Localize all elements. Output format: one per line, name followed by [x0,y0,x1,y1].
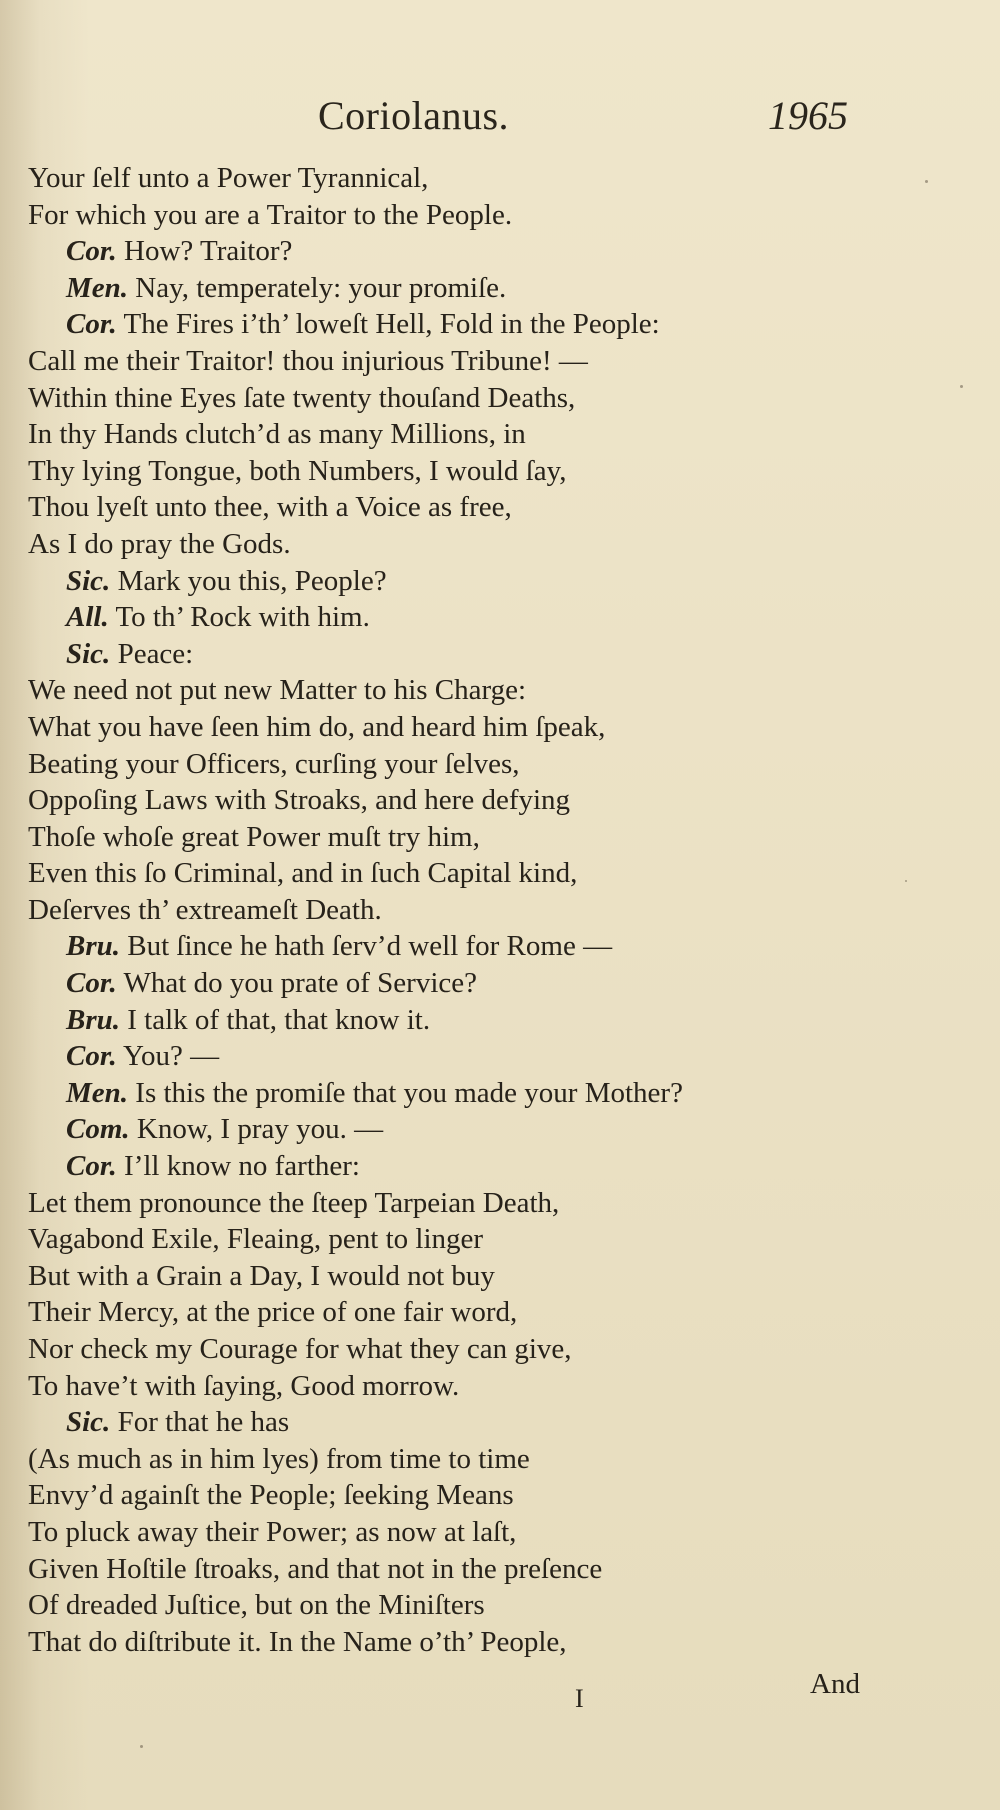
text-line [28,1148,858,1185]
line-text: Vagabond Exile, Fleaing, pent to linger [28,1223,484,1256]
speaker-label: Cor. [66,1040,117,1073]
text-line [28,270,858,307]
signature-mark: I [575,1684,584,1713]
text-line [28,1185,858,1222]
line-text: Thoſe whoſe great Power muſt try him, [28,820,480,853]
page-number: 1965 [768,93,848,138]
speaker-label: Cor. [66,1150,117,1183]
line-text: Oppoſing Laws with Stroaks, and here defying [28,784,571,817]
line-text: Peace: [117,637,194,670]
text-line [28,1331,858,1368]
line-text: Given Hoſtile ſtroaks, and that not in the preſence [28,1552,603,1585]
speaker-label: Bru. [66,930,121,963]
line-text: Know, I pray you. — [136,1113,384,1146]
line-text: Thy lying Tongue, both Numbers, I would ſay, [28,454,567,487]
line-text: Mark you this, People? [117,564,387,597]
text-line [28,855,858,892]
running-title: Coriolanus. [318,93,510,138]
text-line [28,306,858,343]
catchword: And [810,1668,860,1700]
line-text: Within thine Eyes ſate twenty thouſand Deaths, [28,381,576,414]
text-line [28,1038,858,1075]
paper-speck [925,180,928,183]
text-line [28,892,858,929]
text-line [28,819,858,856]
text-line [28,453,858,490]
text-line [28,672,858,709]
text-line [28,1587,858,1624]
play-text [28,160,858,1660]
line-text: What you have ſeen him do, and heard him ſpeak, [28,710,606,743]
speaker-label: Sic. [66,1406,111,1439]
paper-speck [960,385,963,388]
text-line [28,416,858,453]
speaker-label: Bru. [66,1003,121,1036]
text-line [28,380,858,417]
text-line [28,160,858,197]
text-line [28,526,858,563]
text-line [28,1514,858,1551]
speaker-label: Men. [66,1076,129,1109]
line-text: Beating your Officers, curſing your ſelves, [28,747,520,780]
text-line [28,1075,858,1112]
line-text: To pluck away their Power; as now at laſt, [28,1515,517,1548]
page-header [0,88,1000,148]
speaker-label: Cor. [66,308,117,341]
text-line [28,965,858,1002]
line-text: Is this the promiſe that you made your Mother? [135,1076,683,1109]
speaker-label: Cor. [66,967,117,1000]
text-line [28,1294,858,1331]
line-text: For that he has [117,1406,290,1439]
line-text: Call me their Traitor! thou injurious Tribune! — [28,344,588,377]
text-line [28,746,858,783]
line-text: I talk of that, that know it. [127,1003,431,1036]
line-text: Envy’d againſt the People; ſeeking Means [28,1479,514,1512]
line-text: I’ll know no farther: [124,1150,360,1183]
line-text: To th’ Rock with him. [115,601,370,634]
text-line [28,197,858,234]
line-text: Let them pronounce the ſteep Tarpeian Death, [28,1186,560,1219]
paper-speck [140,1745,143,1748]
text-line [28,1404,858,1441]
text-line [28,1111,858,1148]
line-text: Your ſelf unto a Power Tyrannical, [28,162,429,194]
text-line [28,1258,858,1295]
text-line [28,563,858,600]
line-text: Thou lyeſt unto thee, with a Voice as free, [28,491,512,524]
line-text: In thy Hands clutch’d as many Millions, in [28,418,526,451]
text-line [28,233,858,270]
line-text: Even this ſo Criminal, and in ſuch Capital kind, [28,857,578,890]
text-line [28,1368,858,1405]
text-line [28,928,858,965]
text-line [28,1002,858,1039]
line-text: Their Mercy, at the price of one fair word, [28,1296,518,1329]
line-text: Of dreaded Juſtice, but on the Miniſters [28,1589,485,1622]
speaker-label: Com. [66,1113,130,1146]
text-line [28,1477,858,1514]
line-text: How? Traitor? [124,235,293,268]
paper-speck [905,880,907,882]
text-line [28,709,858,746]
text-line [28,1624,858,1661]
speaker-label: Cor. [66,235,117,268]
speaker-label: Sic. [66,637,111,670]
text-line [28,1221,858,1258]
speaker-label: All. [66,601,109,634]
text-line [28,599,858,636]
line-text: (As much as in him lyes) from time to time [28,1442,530,1475]
text-line [28,782,858,819]
line-text: What do you prate of Service? [123,967,478,1000]
line-text: But with a Grain a Day, I would not buy [28,1259,495,1292]
speaker-label: Sic. [66,564,111,597]
line-text: Nor check my Courage for what they can give, [28,1333,572,1365]
text-line [28,636,858,673]
speaker-label: Men. [66,271,129,304]
line-text: You? — [122,1040,220,1073]
line-text: Deſerves th’ extreameſt Death. [28,893,382,926]
line-text: The Fires i’th’ loweſt Hell, Fold in the People: [123,308,660,341]
line-text: That do diſtribute it. In the Name o’th’ People, [28,1625,567,1658]
text-line [28,1551,858,1588]
line-text: But ſince he hath ſerv’d well for Rome — [127,930,613,963]
line-text: For which you are a Traitor to the People. [28,198,513,231]
text-line [28,489,858,526]
text-line [28,1441,858,1478]
line-text: To have’t with ſaying, Good morrow. [28,1369,460,1402]
line-text: Nay, temperately: your promiſe. [135,271,507,304]
line-text: We need not put new Matter to his Charge: [28,674,527,707]
line-text: As I do pray the Gods. [28,527,291,560]
text-line [28,343,858,380]
